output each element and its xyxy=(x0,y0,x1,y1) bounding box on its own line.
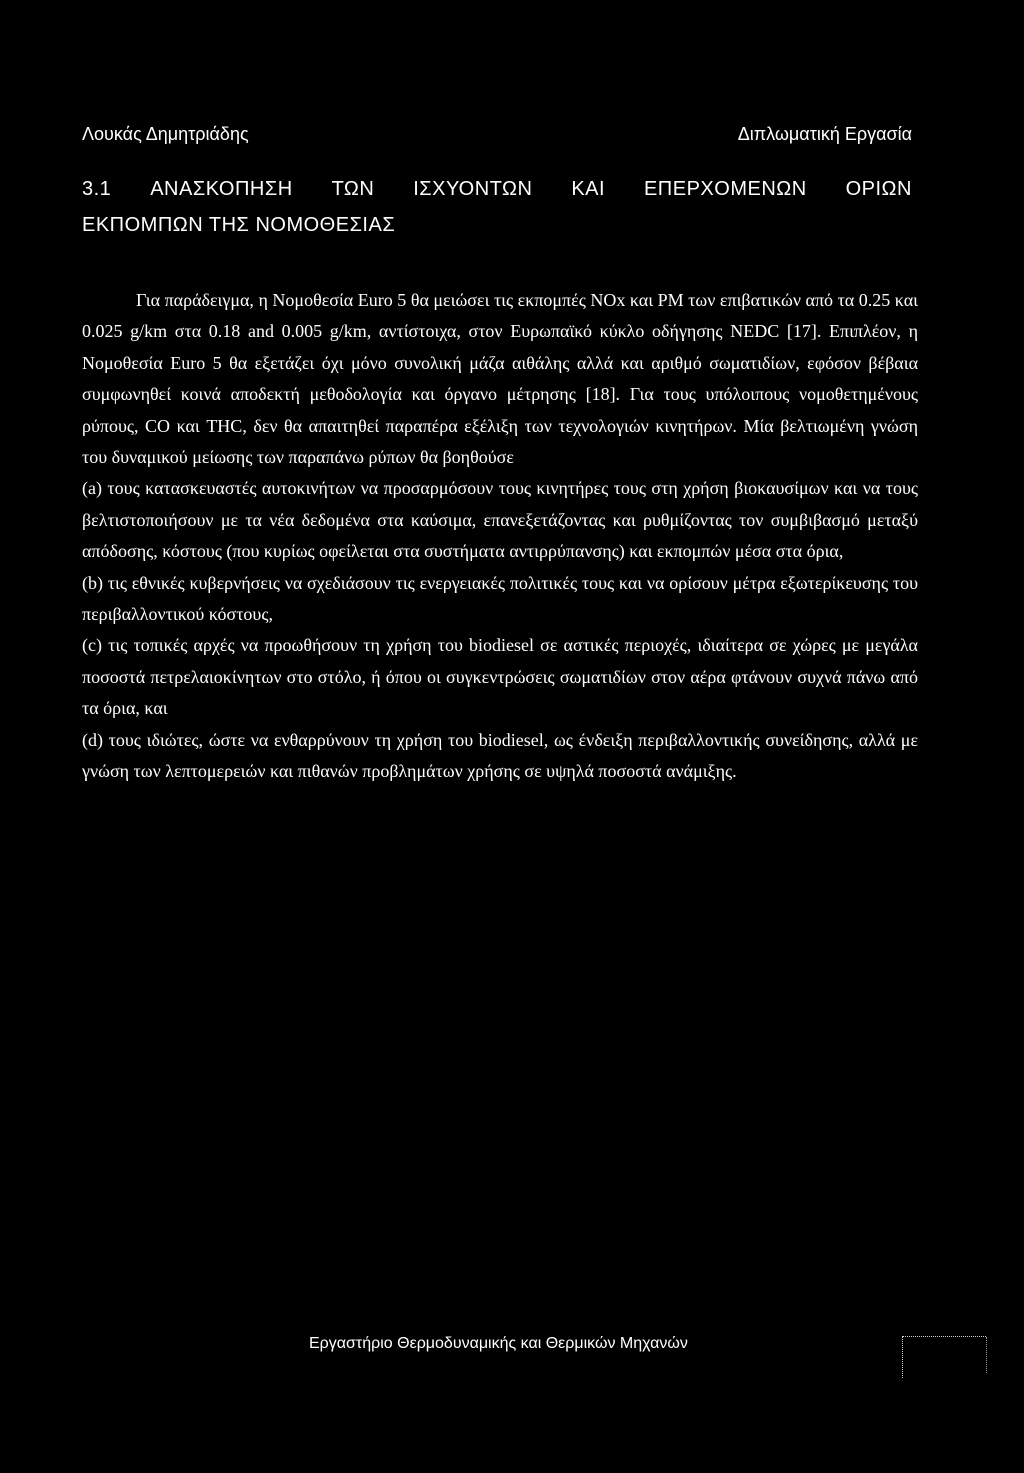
list-item-c: (c) τις τοπικές αρχές να προωθήσουν τη χρήση του biodiesel σε αστικές περιοχές, ιδιαίτερα σε χώρες με μεγάλα ποσοστά πετρελαιοκίνητων στο στόλο, ή όπου οι συγκεντρώσεις σωματιδίων στον αέρα φτάνουν συχνά πάνω από τα όρια, και xyxy=(82,635,918,719)
section-heading-line2: ΕΚΠΟΜΠΩΝ ΤΗΣ ΝΟΜΟΘΕΣΙΑΣ xyxy=(82,214,396,236)
section-heading-line1 xyxy=(82,171,912,207)
footer-lab-name: Εργαστήριο Θερμοδυναμικής και Θερμικών Μηχανών xyxy=(309,1335,688,1352)
heading-word: ΚΑΙ xyxy=(571,178,606,200)
paragraph-intro: Για παράδειγμα, η Νομοθεσία Euro 5 θα μειώσει τις εκπομπές NOx και PM των επιβατικών από τα 0.25 και 0.025 g/km στα 0.18 and 0.005 g/km, αντίστοιχα, στον Ευρωπαϊκό κύκλο οδήγησης NEDC [17]. Επιπλέον, η Νομοθεσία Euro 5 θα εξετάζει όχι μόνο συνολική μάζα αιθάλης αλλά και αριθμό σωματιδίων, εφόσον βέβαια συμφωνηθεί κοινά αποδεκτή μεθοδολογία και όργανο μέτρησης [18]. Για τους υπόλοιπους νομοθετημένους ρύπους, CO και THC, δεν θα απαιτηθεί παραπέρα εξέλιξη των τεχνολογιών κινητήρων. Μία βελτιωμένη γνώση του δυναμικού μείωσης των παραπάνω ρύπων θα βοηθούσε xyxy=(82,290,918,468)
list-item-a: (a) τους κατασκευαστές αυτοκινήτων να προσαρμόσουν τους κινητήρες τους στη χρήση βιοκαυσίμων και να τους βελτιστοποιήσουν με τα νέα δεδομένα στα καύσιμα, επανεξετάζοντας και ρυθμίζοντας τον συμβιβασμό μεταξύ απόδοσης, κόστους (που κυρίως οφείλεται στα συστήματα αντιρρύπανσης) και εκπομπών μέσα στα όρια, xyxy=(82,478,918,562)
section-number: 3.1 xyxy=(82,178,112,200)
body-text xyxy=(82,285,918,788)
heading-word: ΑΝΑΣΚΟΠΗΣΗ xyxy=(150,178,293,200)
heading-word: ΟΡΙΩΝ xyxy=(845,178,912,200)
heading-word: ΤΩΝ xyxy=(331,178,375,200)
header-document-type: Διπλωματική Εργασία xyxy=(737,124,912,144)
heading-word: ΙΣΧΥΟΝΤΩΝ xyxy=(413,178,533,200)
list-item-b: (b) τις εθνικές κυβερνήσεις να σχεδιάσουν τις ενεργειακές πολιτικές τους και να ορίσουν μέτρα εξωτερίκευσης του περιβαλλοντικού κόστους, xyxy=(82,572,918,625)
header-author: Λουκάς Δημητριάδης xyxy=(82,124,249,144)
heading-word: ΕΠΕΡΧΟΜΕΝΩΝ xyxy=(643,178,807,200)
list-item-d: (d) τους ιδιώτες, ώστε να ενθαρρύνουν τη χρήση του biodiesel, ως ένδειξη περιβαλλοντικής συνείδησης, αλλά με γνώση των λεπτομερειών και πιθανών προβλημάτων χρήσης σε υψηλά ποσοστά ανάμιξης. xyxy=(82,729,918,782)
page-number-box xyxy=(902,1336,986,1378)
section-heading xyxy=(82,171,912,243)
